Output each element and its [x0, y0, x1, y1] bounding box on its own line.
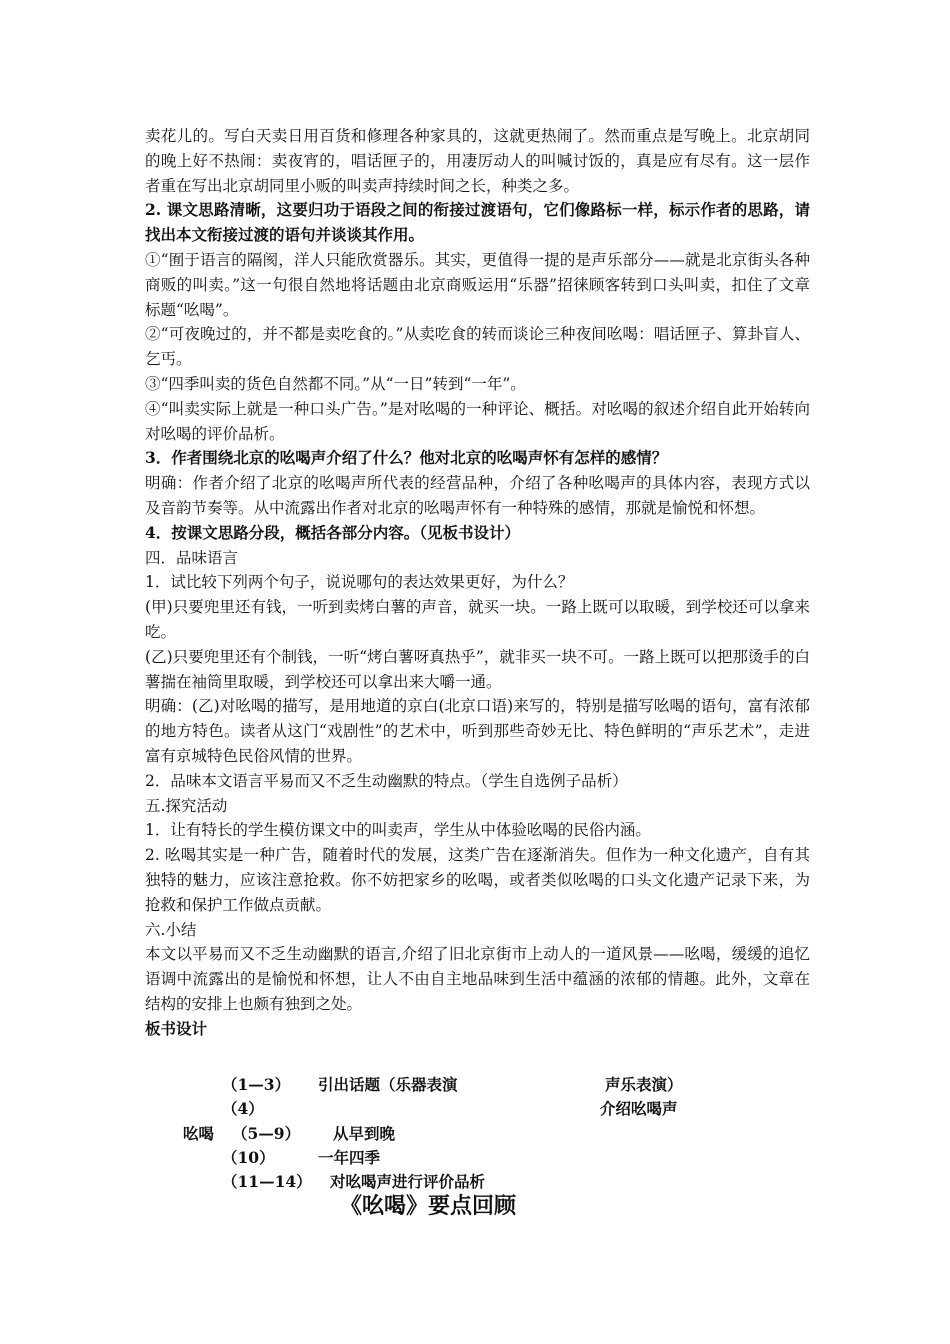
board-part3-text: 从早到晚 — [333, 1124, 396, 1143]
paragraph: ②“可夜晚过的，并不都是卖吃食的。”从卖吃食的转而谈论三种夜间吆喝：唱话匣子、算卦盲人、乞丐。 — [145, 325, 810, 369]
paragraph: (乙)只要兜里还有个制钱，一听“烤白薯呀真热乎”，就非买一块不可。一路上既可以把那烫手的白薯揣在袖筒里取暖，到学校还可以拿出来大嚼一通。 — [145, 647, 810, 691]
paragraph: 五.探究活动 — [145, 796, 228, 815]
paragraph: 3．作者围绕北京的吆喝声介绍了什么？他对北京的吆喝声怀有怎样的感情？ — [145, 448, 668, 468]
paragraph: 四．品味语言 — [145, 548, 239, 567]
paragraph: ①“囿于语言的隔阂，洋人只能欣赏器乐。其实，更值得一提的是声乐部分——就是北京街头各种商贩的叫卖。”这一句很自然地将话题由北京商贩运用“乐器”招徕顾客转到口头叫卖，扣住了文章标题“吆喝”。 — [145, 250, 810, 319]
board-part5-text: 对吆喝声进行评价品析 — [330, 1172, 486, 1191]
paragraph: 2．品味本文语言平易而又不乏生动幽默的特点。（学生自选例子品析） — [145, 771, 628, 790]
board-part2-range: （4） — [222, 1099, 264, 1118]
paragraph: ④“叫卖实际上就是一种口头广告。”是对吆喝的一种评论、概括。对吆喝的叙述介绍自此开始转向对吆喝的评价品析。 — [145, 399, 810, 443]
board-part4-text: 一年四季 — [318, 1148, 381, 1167]
paragraph: 1．让有特长的学生模仿课文中的叫卖声，学生从中体验吆喝的民俗内涵。 — [145, 821, 651, 840]
paragraph: 卖花儿的。写白天卖日用百货和修理各种家具的，这就更热闹了。然而重点是写晚上。北京胡同的晚上好不热闹：卖夜宵的，唱话匣子的，用凄厉动人的叫喊讨饭的，真是应有尽有。这一层作者重在写出北京胡同里小贩的叫卖声持续时间之长，种类之多。 — [145, 127, 810, 195]
board-main-label: 吆喝 — [183, 1124, 215, 1143]
paragraph: 本文以平易而又不乏生动幽默的语言,介绍了旧北京街市上动人的一道风景——吆喝，缓缓的追忆语调中流露出的是愉悦和怀想，让人不由自主地品味到生活中蕴涵的浓郁的情趣。此外，文章在结构的安排上也颇有独到之处。 — [145, 945, 810, 1013]
paragraph: 4．按课文思路分段，概括各部分内容。（见板书设计） — [145, 522, 521, 542]
board-part4-range: （10） — [222, 1148, 275, 1167]
board-part2-right: 介绍吆喝声 — [600, 1099, 678, 1118]
board-part3-range: （5—9） — [232, 1124, 301, 1143]
review-heading: 《吆喝》要点回顾 — [340, 1193, 517, 1219]
paragraph: 明确：(乙)对吆喝的描写，是用地道的京白(北京口语)来写的，特别是描写吆喝的语句，富有浓郁的地方特色。读者从这门“戏剧性”的艺术中，听到那些奇妙无比、特色鲜明的“声乐艺术”，走进富有京城特色民俗风情的世界。 — [145, 697, 810, 765]
paragraph: 明确：作者介绍了北京的吆喝声所代表的经营品种，介绍了各种吆喝声的具体内容，表现方式以及音韵节奏等。从中流露出作者对北京的吆喝声怀有一种特殊的感情，那就是愉悦和怀想。 — [145, 474, 810, 517]
board-part1-range: （1—3） — [222, 1075, 291, 1094]
board-part1-text: 引出话题（乐器表演 — [318, 1075, 458, 1094]
board-part5-range: （11—14） — [222, 1172, 312, 1191]
paragraph: (甲)只要兜里还有钱，一听到卖烤白薯的声音，就买一块。一路上既可以取暖，到学校还可以拿来吃。 — [145, 598, 810, 641]
paragraph: ③“四季叫卖的货色自然都不同。”从“一日”转到“一年”。 — [145, 374, 526, 393]
paragraph: 板书设计 — [145, 1018, 208, 1038]
board-part1-right: 声乐表演） — [605, 1075, 683, 1094]
paragraph: 1．试比较下列两个句子，说说哪句的表达效果更好，为什么？ — [145, 573, 574, 592]
paragraph: 2. 课文思路清晰，这要归功于语段之间的衔接过渡语句，它们像路标一样，标示作者的思路，请找出本文衔接过渡的语句并谈谈其作用。 — [145, 200, 810, 245]
paragraph: 2. 吆喝其实是一种广告，随着时代的发展，这类广告在逐渐消失。但作为一种文化遗产，自有其独特的魅力，应该注意抢救。你不妨把家乡的吆喝，或者类似吆喝的口头文化遗产记录下来，为抢救和保护工作做点贡献。 — [145, 846, 810, 914]
paragraph: 六.小结 — [145, 920, 197, 939]
